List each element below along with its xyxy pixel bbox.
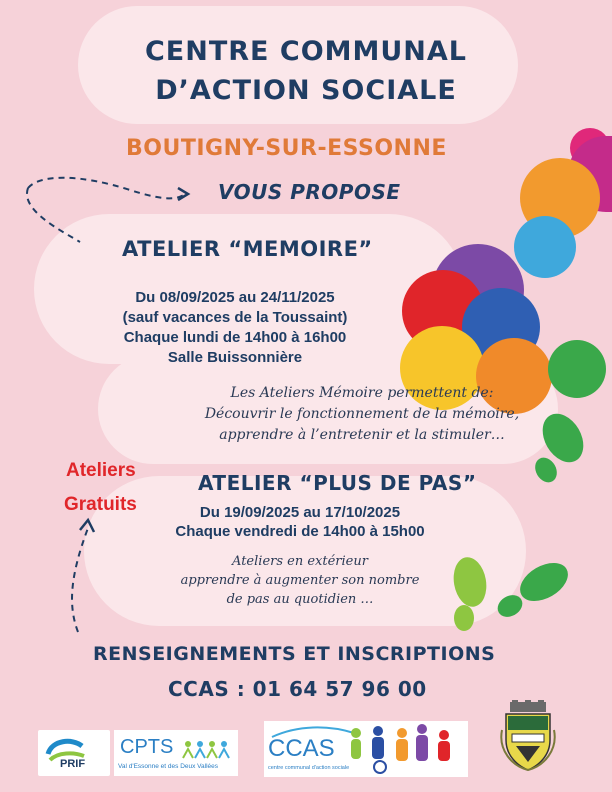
footprint-icon-1	[528, 410, 598, 490]
pas-dates: Du 19/09/2025 au 17/10/2025	[199, 504, 401, 521]
town-name: BOUTIGNY-SUR-ESSONNE	[126, 136, 447, 161]
prif-logo	[38, 730, 110, 776]
ccas-logo	[264, 721, 468, 777]
memoire-schedule: Chaque lundi de 14h00 à 16h00	[123, 329, 347, 346]
memoire-dates: Du 08/09/2025 au 24/11/2025	[135, 289, 335, 306]
ccas-label: CCAS	[268, 735, 335, 762]
cpts-label: CPTS	[120, 736, 174, 758]
contact-phone: CCAS : 01 64 57 96 00	[168, 677, 427, 701]
cpts-logo	[114, 730, 238, 776]
free-badge-line2: Gratuits	[64, 494, 137, 515]
title-line1: CENTRE COMMUNAL	[144, 36, 468, 67]
green-balloon	[548, 340, 606, 398]
pas-title: ATELIER “PLUS DE PAS”	[198, 471, 477, 495]
memoire-room: Salle Buissonnière	[167, 349, 303, 366]
memoire-desc-line1: Les Ateliers Mémoire permettent de:	[230, 385, 494, 401]
pas-desc-line3: de pas au quotidien …	[226, 592, 374, 607]
ccas-sublabel: centre communal d'action sociale	[268, 765, 350, 771]
pas-desc-line2: apprendre à augmenter son nombre	[180, 573, 420, 588]
prif-label: PRIF	[60, 758, 86, 770]
dashed-arrow-bottom	[66, 516, 106, 636]
people-group-icon	[346, 723, 466, 775]
memoire-desc-line2: Découvrir le fonctionnement de la mémoire,	[204, 406, 520, 422]
cpts-sublabel: Val d'Essonne et des Deux Vallées	[118, 763, 219, 770]
memoire-desc-line3: apprendre à l’entretenir et la stimuler…	[219, 427, 505, 443]
pas-desc-line1: Ateliers en extérieur	[232, 554, 368, 569]
footprint-icon-3	[494, 556, 574, 626]
town-crest-icon	[498, 700, 558, 772]
pas-schedule: Chaque vendredi de 14h00 à 15h00	[175, 523, 425, 540]
contact-heading: RENSEIGNEMENTS ET INSCRIPTIONS	[93, 643, 496, 665]
proposes-label: VOUS PROPOSE	[218, 180, 401, 204]
people-chain-icon	[182, 738, 232, 762]
lightblue-balloon	[514, 216, 576, 278]
free-badge-line1: Ateliers	[66, 460, 136, 481]
memoire-title: ATELIER “MEMOIRE”	[122, 237, 373, 261]
title-line2: D’ACTION SOCIALE	[155, 75, 457, 106]
memoire-exception: (sauf vacances de la Toussaint)	[122, 309, 348, 326]
orange2-balloon	[476, 338, 552, 414]
